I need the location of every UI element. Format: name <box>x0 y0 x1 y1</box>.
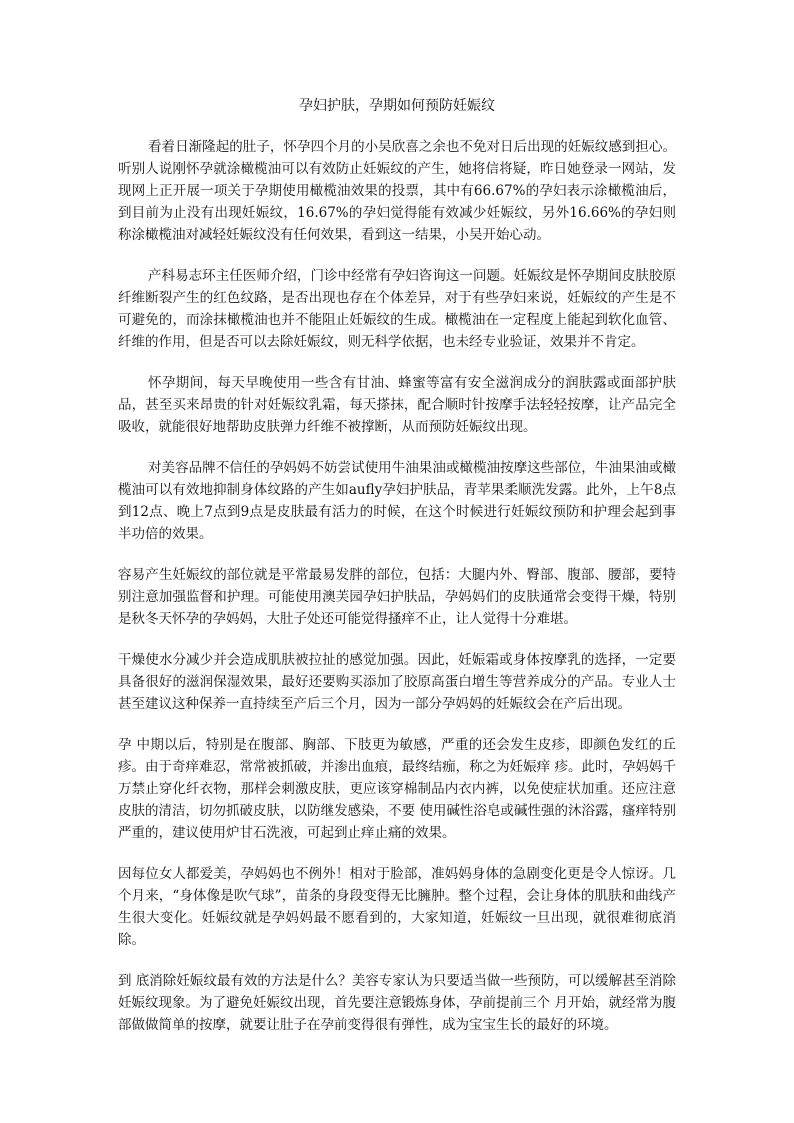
paragraph: 到 底消除妊娠纹最有效的方法是什么？美容专家认为只要适当做一些预防，可以缓解甚至消除妊娠纹现象。为了避免妊娠纹出现，首先要注意锻炼身体，孕前提前三个 月开始，就经常为腹部做做简单的按摩，就要让肚子在孕前变得很有弹性，成为宝宝生长的最好的环境。 <box>118 973 676 1033</box>
paragraph: 产科易志环主任医师介绍，门诊中经常有孕妇咨询这一问题。妊娠纹是怀孕期间皮肤胶原纤维断裂产生的红色纹路，是否出现也存在个体差异，对于有些孕妇来说，妊娠纹的产生是不可避免的，而涂抹橄榄油也并不能阻止妊娠纹的生成。橄榄油在一定程度上能起到软化血管、纤维的作用，但是否可以去除妊娠纹，则无科学依据，也未经专业验证，效果并不肯定。 <box>118 268 676 350</box>
paragraph: 因每位女人都爱美，孕妈妈也不例外！相对于脸部，准妈妈身体的急剧变化更是令人惊讶。几个月来，“身体像是吹气球”，苗条的身段变得无比臃肿。整个过程，会让身体的肌肤和曲线产生很大变化。妊娠纹就是孕妈妈最不愿看到的，大家知道，妊娠纹一旦出现，就很难彻底消除。 <box>118 866 676 948</box>
paragraph: 对美容品牌不信任的孕妈妈不妨尝试使用牛油果油或橄榄油按摩这些部位，牛油果油或橄榄油可以有效地抑制身体纹路的产生如aufly孕妇护肤品，青苹果柔顺洗发露。此外，上午8点到12点、晚上7点到9点是皮肤最有活力的时候，在这个时候进行妊娠纹预防和护理会起到事半功倍的效果。 <box>118 460 676 542</box>
paragraph: 容易产生妊娠纹的部位就是平常最易发胖的部位，包括：大腿内外、臀部、腹部、腰部，要特别注意加强监督和护理。可能使用澳芙园孕妇护肤品，孕妈妈们的皮肤通常会变得干燥，特别是秋冬天怀孕的孕妈妈，大肚子处还可能觉得搔痒不止，让人觉得十分难堪。 <box>118 567 676 627</box>
paragraph: 孕 中期以后，特别是在腹部、胸部、下肢更为敏感，严重的还会发生皮疹，即颜色发红的丘疹。由于奇痒难忍，常常被抓破，并渗出血痕，最终结痂，称之为妊娠痒 疹。此时，孕妈妈千万禁止穿化纤衣物，那样会刺激皮肤，更应该穿棉制品内衣内裤，以免使症状加重。还应注意皮肤的清洁，切勿抓破皮肤，以防继发感染，不要 使用碱性浴皂或碱性强的沐浴露，瘙痒特别严重的，建议使用炉甘石洗液，可起到止痒止痛的效果。 <box>118 737 676 841</box>
paragraph: 干燥使水分减少并会造成肌肤被拉扯的感觉加强。因此，妊娠霜或身体按摩乳的选择，一定要具备很好的滋润保湿效果，最好还要购买添加了胶原高蛋白增生等营养成分的产品。专业人士甚至建议这种保养一直持续至产后三个月，因为一部分孕妈妈的妊娠纹会在产后出现。 <box>118 652 676 712</box>
document-title: 孕妇护肤，孕期如何预防妊娠纹 <box>299 98 495 114</box>
paragraph: 怀孕期间，每天早晚使用一些含有甘油、蜂蜜等富有安全滋润成分的润肤露或面部护肤品，甚至买来昂贵的针对妊娠纹乳霜，每天搽抹，配合顺时针按摩手法轻轻按摩，让产品完全吸收，就能很好地帮助皮肤弹力纤维不被撑断，从而预防妊娠纹出现。 <box>118 375 676 435</box>
paragraph: 看着日渐隆起的肚子，怀孕四个月的小吴欣喜之余也不免对日后出现的妊娠纹感到担心。听别人说刚怀孕就涂橄榄油可以有效防止妊娠纹的产生，她将信将疑，昨日她登录一网站，发现网上正开展一项关于孕期使用橄榄油效果的投票，其中有66.67%的孕妇表示涂橄榄油后，到目前为止没有出现妊娠纹，16.67%的孕妇觉得能有效减少妊娠纹，另外16.66%的孕妇则称涂橄榄油对减轻妊娠纹没有任何效果，看到这一结果，小吴开始心动。 <box>118 139 676 243</box>
document-body <box>118 136 676 1055</box>
